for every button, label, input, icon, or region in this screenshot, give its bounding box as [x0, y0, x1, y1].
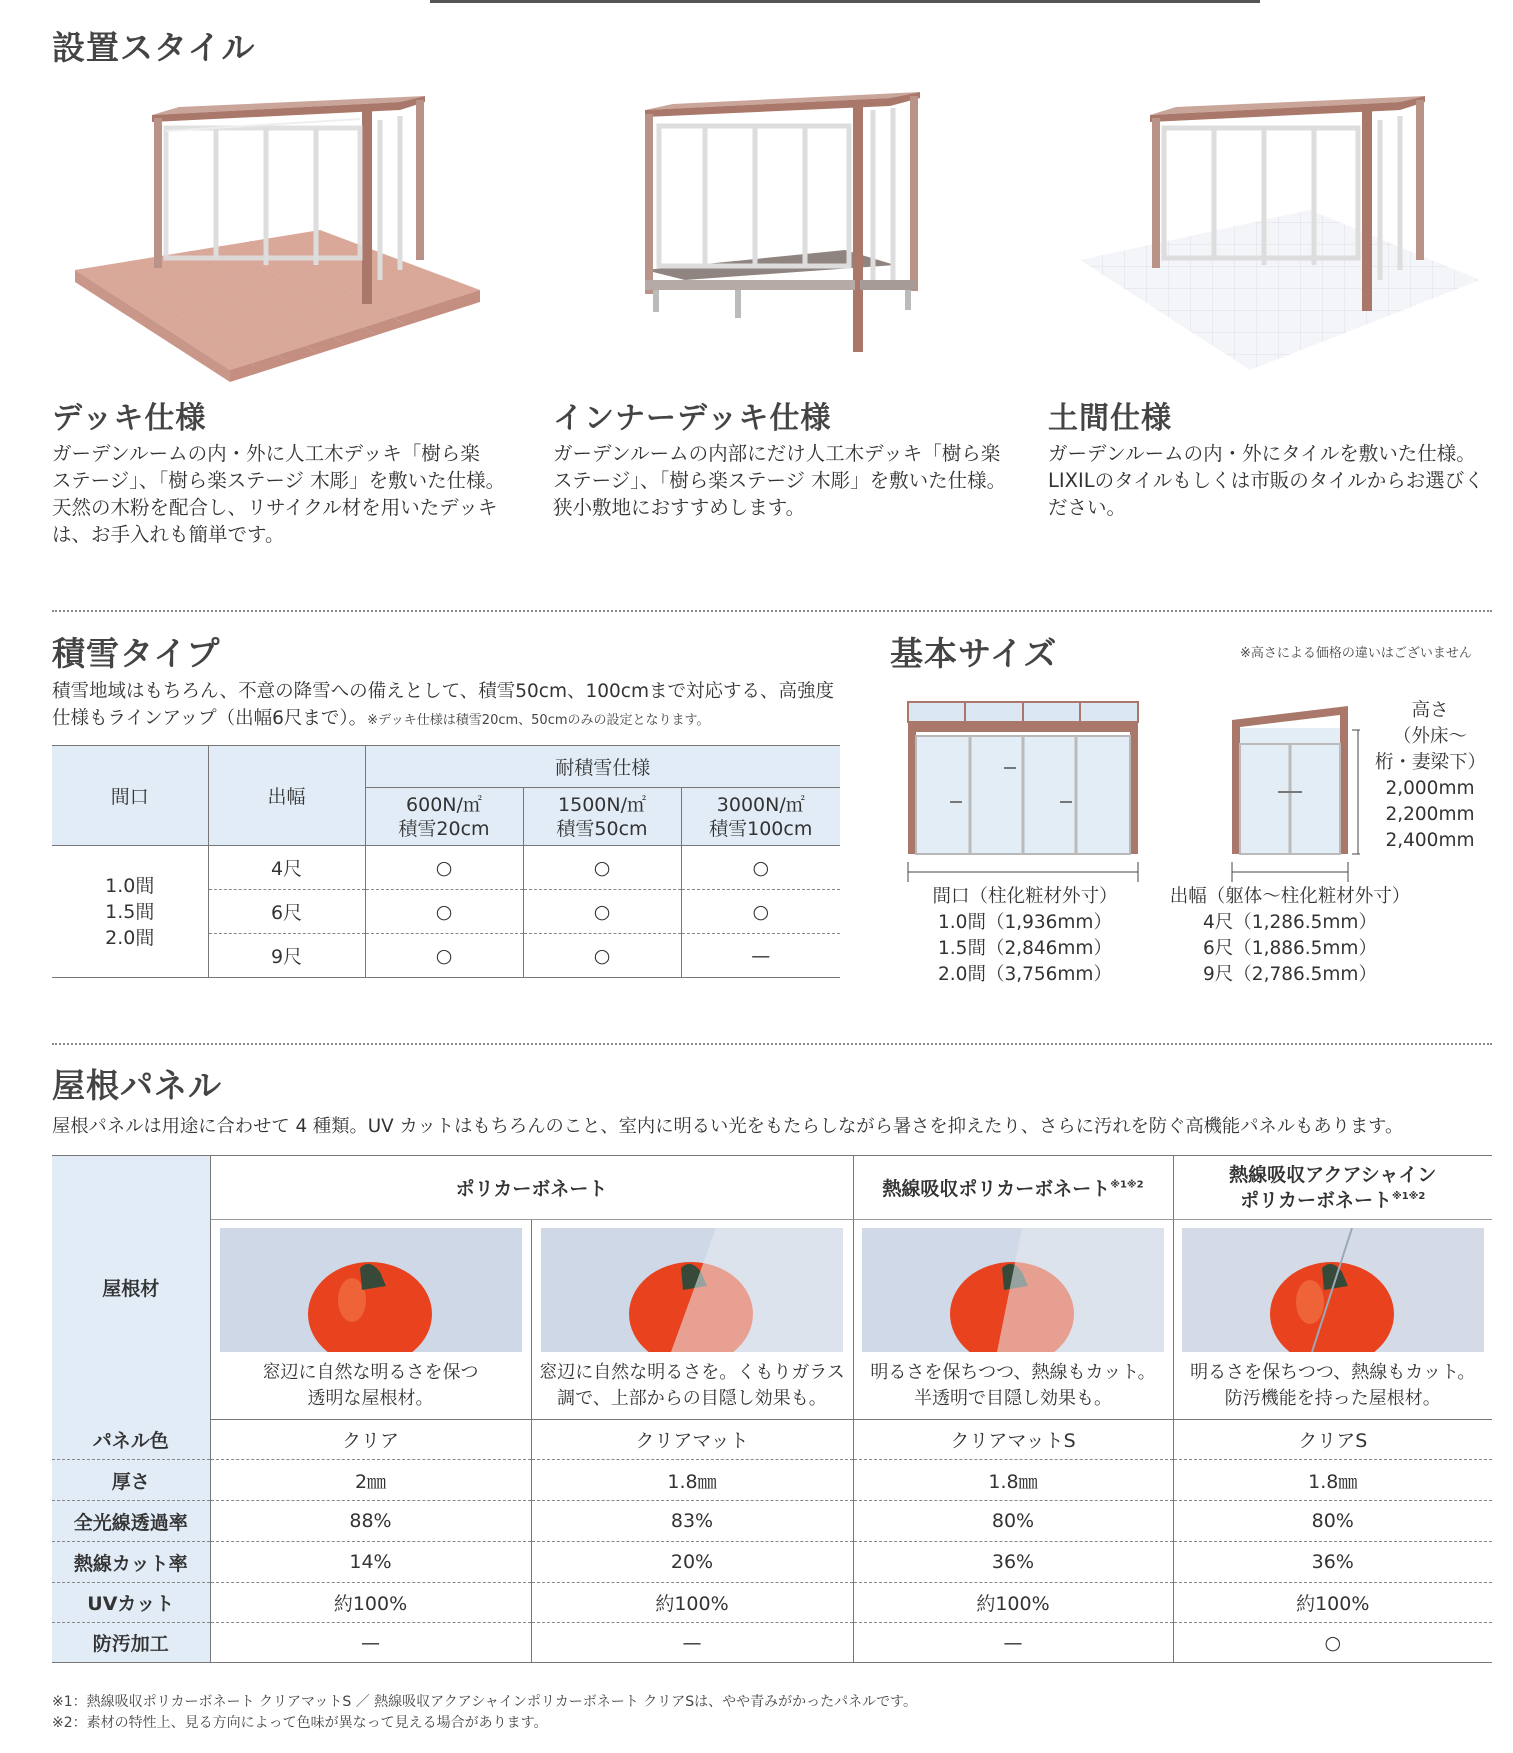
size-diagram — [900, 700, 1360, 890]
roof-table — [52, 1155, 1492, 1663]
snow-desc: 積雪地域はもちろん、不意の降雪への備えとして、積雪50cm、100cmまで対応する、高強度 仕様もラインアップ（出幅6尺まで）。※デッキ仕様は積雪20cm、50cmのみの設定となります。 — [52, 681, 834, 729]
install-title: 設置スタイル — [52, 28, 256, 67]
snow-row-dehaba: 4尺 — [208, 846, 365, 890]
snow-cell: ○ — [681, 846, 840, 890]
roof-group-polycarbonate: ポリカーボネート — [210, 1156, 853, 1220]
section-divider — [52, 610, 1492, 612]
footnote-1: ※1：熱線吸収ポリカーボネート クリアマットS ／ 熱線吸収アクアシャインポリカーボネート クリアSは、やや青みがかったパネルです。 — [52, 1694, 917, 1710]
tile-style-title: 土間仕様 — [1048, 401, 1172, 436]
snow-cell: — — [681, 934, 840, 978]
deck-style-desc: ガーデンルームの内・外に人工木デッキ「樹ら楽 ステージ」、「樹ら楽ステージ 木彫」を敷いた仕様。 天然の木粉を配合し、リサイクル材を用いたデッキ は、お手入れも簡単です。 — [52, 442, 506, 546]
snow-maguchi-values: 1.0間 1.5間 2.0間 — [52, 846, 208, 978]
height-spec: 高さ （外床〜 桁・妻梁下） 2,000mm 2,200mm 2,400mm — [1375, 700, 1487, 851]
tile-style-illustration — [1080, 90, 1480, 380]
roof-cell: 36% — [1173, 1542, 1492, 1583]
basic-size-title: 基本サイズ — [890, 634, 1058, 673]
snow-cell: ○ — [365, 934, 523, 978]
clear-panel-photo — [220, 1228, 522, 1352]
snow-row-dehaba: 9尺 — [208, 934, 365, 978]
snow-cell: ○ — [523, 890, 681, 934]
roof-cell: 83% — [531, 1501, 853, 1542]
section-divider — [52, 1043, 1492, 1045]
roof-desc: 屋根パネルは用途に合わせて 4 種類。UV カットはもちろんのこと、室内に明るい光をもたらしながら暑さを抑えたり、さらに汚れを防ぐ高機能パネルもあります。 — [52, 1116, 1404, 1137]
snow-header-spec: 耐積雪仕様 — [365, 746, 840, 788]
roof-cell: 1.8㎜ — [1173, 1460, 1492, 1501]
roof-cell: 36% — [853, 1542, 1173, 1583]
snow-table — [52, 745, 840, 978]
roof-row-label: パネル色 — [52, 1420, 210, 1460]
clear-matte-s-panel-photo — [862, 1228, 1164, 1352]
inner-deck-style-desc: ガーデンルームの内部にだけ人工木デッキ「樹ら楽 ステージ」、「樹ら楽ステージ 木彫」を敷いた仕様。 狭小敷地におすすめします。 — [553, 442, 1007, 519]
roof-cell: 約100% — [210, 1583, 531, 1623]
roof-cell: 80% — [853, 1501, 1173, 1542]
roof-material-label: 屋根材 — [52, 1156, 210, 1420]
roof-group-aquashine: 熱線吸収アクアシャイン ポリカーボネート$^{※1※2}$ — [1173, 1156, 1492, 1220]
roof-cell: 約100% — [853, 1583, 1173, 1623]
clear-s-panel-photo — [1182, 1228, 1484, 1352]
roof-cell: 88% — [210, 1501, 531, 1542]
snow-load-1500: 1500N/㎡ 積雪50cm — [523, 788, 681, 846]
roof-cell: — — [531, 1623, 853, 1663]
roof-option-clear: 窓辺に自然な明るさを保つ 透明な屋根材。 — [210, 1220, 531, 1420]
roof-row-label: 全光線透過率 — [52, 1501, 210, 1542]
roof-group-heat-absorbing: 熱線吸収ポリカーボネート$^{※1※2}$ — [853, 1156, 1173, 1220]
roof-cell: 80% — [1173, 1501, 1492, 1542]
roof-cell: 14% — [210, 1542, 531, 1583]
roof-cell: 1.8㎜ — [853, 1460, 1173, 1501]
snow-header-dehaba: 出幅 — [208, 746, 365, 846]
roof-row-label: 熱線カット率 — [52, 1542, 210, 1583]
roof-cell: 20% — [531, 1542, 853, 1583]
roof-cell: 1.8㎜ — [531, 1460, 853, 1501]
snow-load-3000: 3000N/㎡ 積雪100cm — [681, 788, 840, 846]
snow-title: 積雪タイプ — [52, 634, 221, 673]
roof-title: 屋根パネル — [52, 1066, 222, 1105]
snow-load-600: 600N/㎡ 積雪20cm — [365, 788, 523, 846]
basic-size-note: ※高さによる価格の違いはございません — [1240, 646, 1472, 661]
clear-matte-panel-photo — [541, 1228, 843, 1352]
roof-cell: クリアS — [1173, 1420, 1492, 1460]
roof-cell: 約100% — [531, 1583, 853, 1623]
roof-row-label: UVカット — [52, 1583, 210, 1623]
tile-style-desc: ガーデンルームの内・外にタイルを敷いた仕様。 LIXILのタイルもしくは市販のタイルからお選びく ださい。 — [1048, 442, 1484, 519]
top-rule — [430, 0, 1260, 3]
inner-deck-style-illustration — [625, 90, 935, 370]
roof-row-label: 厚さ — [52, 1460, 210, 1501]
roof-cell: クリアマットS — [853, 1420, 1173, 1460]
footnote-2: ※2：素材の特性上、見る方向によって色味が異なって見える場合があります。 — [52, 1715, 548, 1731]
deck-style-illustration — [70, 90, 490, 390]
inner-deck-style-title: インナーデッキ仕様 — [553, 401, 832, 436]
roof-cell: 約100% — [1173, 1583, 1492, 1623]
snow-cell: ○ — [523, 846, 681, 890]
roof-cell: 2㎜ — [210, 1460, 531, 1501]
snow-cell: ○ — [365, 846, 523, 890]
snow-note: ※デッキ仕様は積雪20cm、50cmのみの設定となります。 — [367, 713, 710, 728]
snow-header-maguchi: 間口 — [52, 746, 208, 846]
roof-option-clear-matte: 窓辺に自然な明るさを。くもりガラス 調で、上部からの目隠し効果も。 — [531, 1220, 853, 1420]
roof-option-clear-s: 明るさを保ちつつ、熱線もカット。 防汚機能を持った屋根材。 — [1173, 1220, 1492, 1420]
deck-style-title: デッキ仕様 — [52, 401, 207, 436]
roof-row-label: 防汚加工 — [52, 1623, 210, 1663]
roof-cell: ○ — [1173, 1623, 1492, 1663]
snow-cell: ○ — [523, 934, 681, 978]
snow-cell: ○ — [681, 890, 840, 934]
snow-row-dehaba: 6尺 — [208, 890, 365, 934]
roof-cell: クリア — [210, 1420, 531, 1460]
dehaba-spec: 出幅（躯体〜柱化粧材外寸） 4尺（1,286.5mm） 6尺（1,886.5mm） 9尺（2,786.5mm） — [1169, 886, 1411, 985]
maguchi-spec: 間口（柱化粧材外寸） 1.0間（1,936mm） 1.5間（2,846mm） 2.0間（3,756mm） — [932, 886, 1118, 985]
roof-footnotes — [52, 1692, 1492, 1734]
roof-cell: クリアマット — [531, 1420, 853, 1460]
snow-cell: ○ — [365, 890, 523, 934]
roof-option-clear-matte-s: 明るさを保ちつつ、熱線もカット。 半透明で目隠し効果も。 — [853, 1220, 1173, 1420]
roof-cell: — — [853, 1623, 1173, 1663]
roof-cell: — — [210, 1623, 531, 1663]
